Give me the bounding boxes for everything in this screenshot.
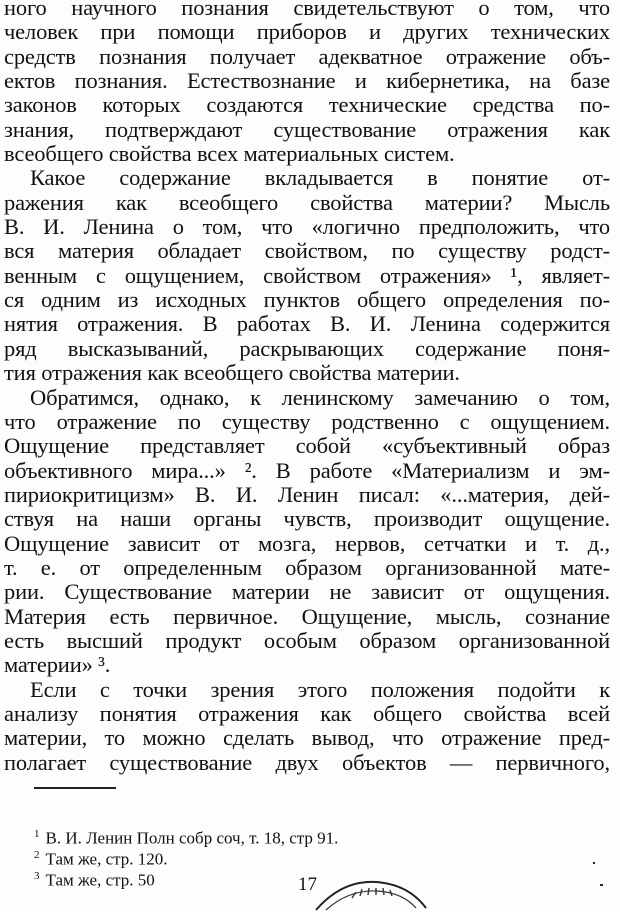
text-line: ся одним из исходных пунктов общего определения по- (4, 287, 610, 313)
footnote-text: Там же, стр. 50 (45, 870, 155, 890)
text-line: Ощущение представляет собой «субъективный образ (4, 433, 610, 459)
text-line: тия отражения как всеобщего свойства материи. (4, 360, 460, 386)
footnote-divider (34, 787, 116, 789)
text-line: материи, то можно сделать вывод, что отражение пред- (4, 725, 610, 751)
footnote (34, 824, 454, 848)
text-line: ствуя на наши органы чувств, производит ощущение. (4, 506, 610, 532)
text-line: человек при помощи приборов и других технических (4, 19, 610, 45)
text-line: всеобщего свойства всех материальных систем. (4, 141, 455, 167)
text-line: В. И. Ленина о том, что «логично предположить, что (4, 214, 610, 240)
main-text (4, 0, 610, 775)
text-line: Ощущение зависит от мозга, нервов, сетчатки и т. д., (4, 530, 610, 556)
text-line: т. е. от определенным образом организованной мате- (4, 554, 610, 580)
paragraph-start-line: Обратимся, однако, к ленинскому замечанию о том, (30, 384, 610, 410)
text-line: знания, подтверждают существование отражения как (4, 116, 610, 142)
text-line: вся материя обладает свойством, по существу родст- (4, 238, 610, 264)
paragraph-start-line: Если с точки зрения этого положения подойти к (30, 676, 610, 702)
text-line: законов которых создаются технические средства по- (4, 92, 610, 118)
text-line: ряд высказываний, раскрывающих содержание поня- (4, 335, 610, 361)
text-line: венным с ощущением, свойством отражения» ¹, являет- (4, 262, 610, 288)
text-line: ного научного познания свидетельствуют о том, что (4, 0, 610, 20)
footnote-mark: 2 (34, 849, 40, 861)
text-line: ектов познания. Естествознание и кибернетика, на базе (4, 68, 610, 94)
text-line: анализу понятия отражения как общего свойства всей (4, 700, 610, 726)
scan-speck (593, 862, 595, 864)
text-line: есть высший продукт особым образом организованной (4, 627, 610, 653)
scan-speck (600, 884, 603, 886)
text-line: рии. Существование материи не зависит от ощущения. (4, 579, 610, 605)
footnote-text: Там же, стр. 120. (45, 849, 168, 869)
page-number: 17 (298, 874, 317, 895)
text-line: материи» ³. (4, 652, 111, 678)
text-line: ражения как всеобщего свойства материи? Мысль (4, 189, 610, 215)
footnote (34, 845, 454, 869)
library-stamp-icon (312, 872, 430, 912)
footnote-text: В. И. Ленин Полн собр соч, т. 18, стр 91. (45, 828, 339, 848)
text-line: пириокритицизм» В. И. Ленин писал: «...материя, дей- (4, 481, 610, 507)
text-line: нятия отражения. В работах В. И. Ленина содержится (4, 311, 610, 337)
text-line: полагает существование двух объектов — первичного, (4, 749, 610, 775)
paragraph-start-line: Какое содержание вкладывается в понятие от- (30, 165, 610, 191)
footnote-mark: 1 (34, 828, 40, 840)
text-line: средств познания получает адекватное отражение объ- (4, 43, 610, 69)
text-line: объективного мира...» ². В работе «Материализм и эм- (4, 457, 610, 483)
text-line: что отражение по существу родственно с ощущением. (4, 408, 610, 434)
text-line: Материя есть первичное. Ощущение, мысль, сознание (4, 603, 610, 629)
footnote-mark: 3 (34, 870, 40, 882)
